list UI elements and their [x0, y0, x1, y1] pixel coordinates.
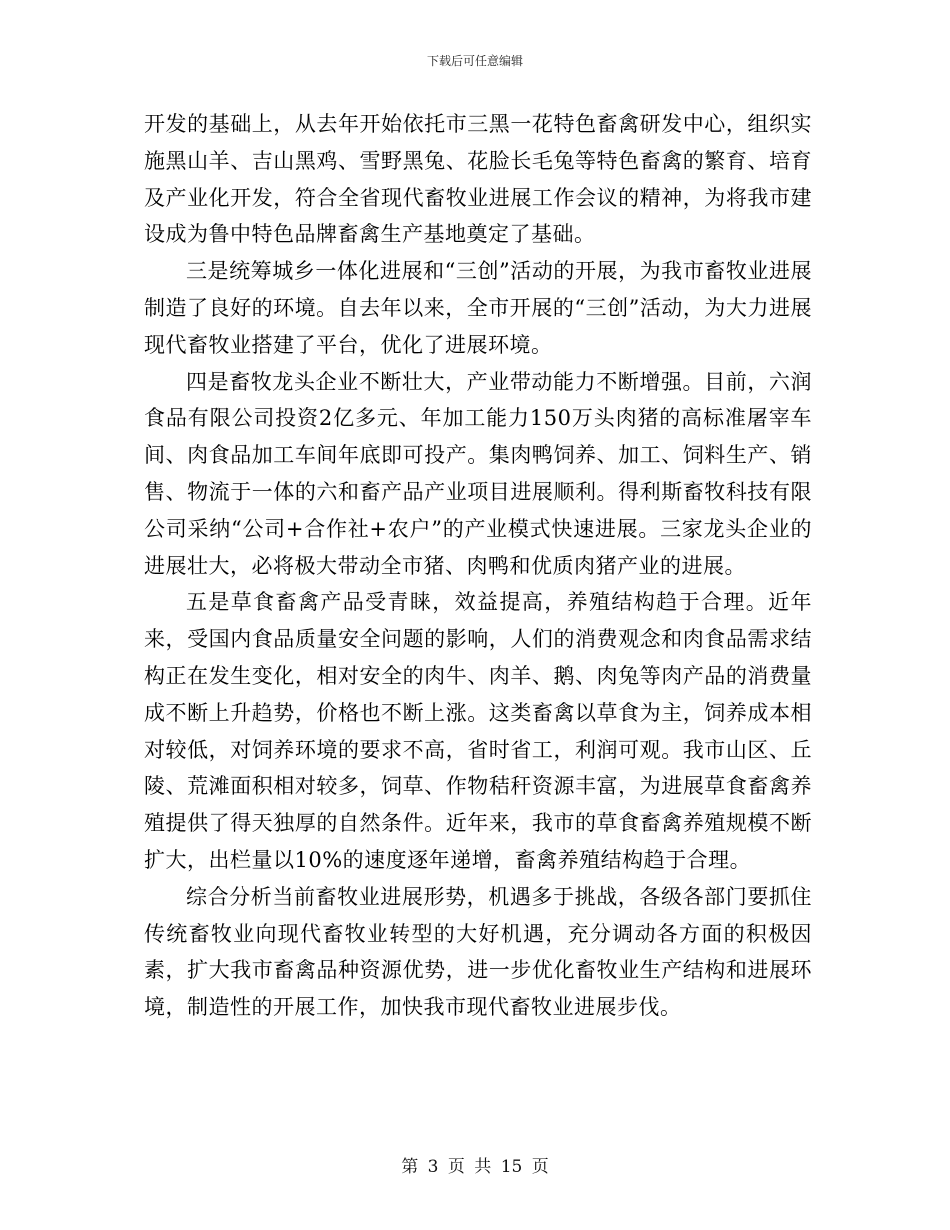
- document-body: [144, 106, 812, 1026]
- paragraph-point-four: 四是畜牧龙头企业不断壮大，产业带动能力不断增强。目前，六润食品有限公司投资2亿多元、年加工能力150万头肉猪的高标准屠宰车间、肉食品加工车间年底即可投产。集肉鸭饲养、加工、饲料生产、销售、物流于一体的六和畜产品产业项目进展顺利。得利斯畜牧科技有限公司采纳“公司+合作社+农户”的产业模式快速进展。三家龙头企业的进展壮大，必将极大带动全市猪、肉鸭和优质肉猪产业的进展。: [144, 369, 812, 578]
- paragraph-point-five: 五是草食畜禽产品受青睐，效益提高，养殖结构趋于合理。近年来，受国内食品质量安全问题的影响，人们的消费观念和肉食品需求结构正在发生变化，相对安全的肉牛、肉羊、鹅、肉兔等肉产品的消费量成不断上升趋势，价格也不断上涨。这类畜禽以草食为主，饲养成本相对较低，对饲养环境的要求不高，省时省工，利润可观。我市山区、丘陵、荒滩面积相对较多，饲草、作物秸秆资源丰富，为进展草食畜禽养殖提供了得天独厚的自然条件。近年来，我市的草食畜禽养殖规模不断扩大，出栏量以10%的速度逐年递增，畜禽养殖结构趋于合理。: [144, 590, 812, 872]
- paragraph-point-three: 三是统筹城乡一体化进展和“三创”活动的开展，为我市畜牧业进展制造了良好的环境。自去年以来，全市开展的“三创”活动，为大力进展现代畜牧业搭建了平台，优化了进展环境。: [144, 259, 812, 357]
- page-header: 下载后可任意编辑: [426, 54, 523, 68]
- page-number: 第 3 页 共 15 页: [401, 1157, 549, 1177]
- paragraph-conclusion: 综合分析当前畜牧业进展形势，机遇多于挑战，各级各部门要抓住传统畜牧业向现代畜牧业转型的大好机遇，充分调动各方面的积极因素，扩大我市畜禽品种资源优势，进一步优化畜牧业生产结构和进展环境，制造性的开展工作，加快我市现代畜牧业进展步伐。: [144, 884, 812, 1020]
- paragraph-continuation: 开发的基础上，从去年开始依托市三黑一花特色畜禽研发中心，组织实施黑山羊、吉山黑鸡、雪野黑兔、花脸长毛兔等特色畜禽的繁育、培育及产业化开发，符合全省现代畜牧业进展工作会议的精神，为将我市建设成为鲁中特色品牌畜禽生产基地奠定了基础。: [144, 112, 812, 247]
